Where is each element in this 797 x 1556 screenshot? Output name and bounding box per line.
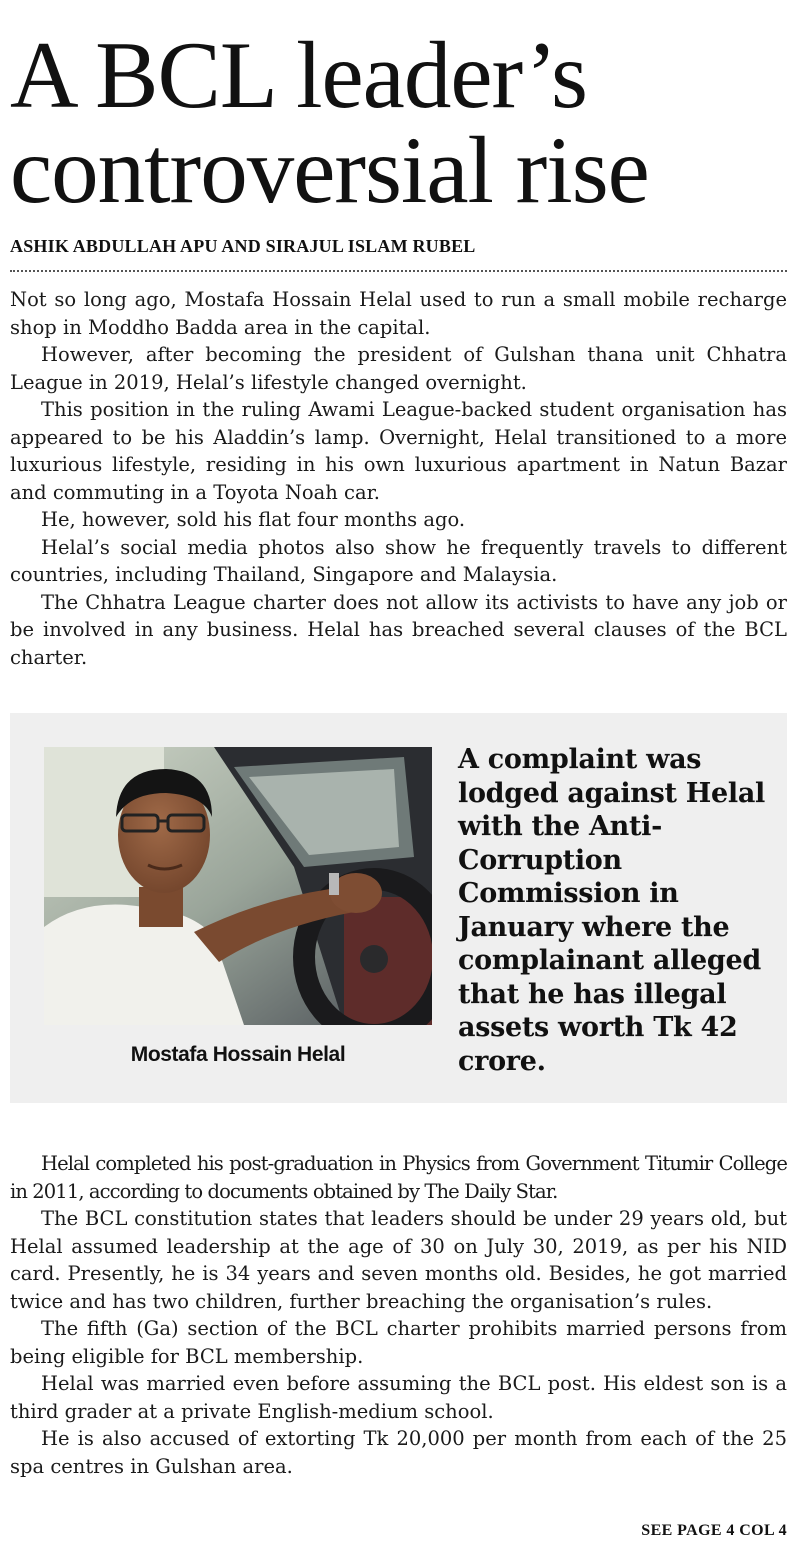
article-body-bottom	[10, 1150, 787, 1480]
headline-line-2: controversial rise	[10, 117, 649, 223]
paragraph: The Chhatra League charter does not allow its activists to have any job or be involved in any business. Helal has breached several clauses of the BCL charter.	[10, 590, 787, 669]
paragraph: Helal completed his post-graduation in Physics from Government Titumir College in 2011, according to documents obtained by The Daily Star.	[10, 1152, 787, 1203]
headline	[10, 22, 790, 223]
continued-jump-line: SEE PAGE 4 COL 4	[641, 1522, 787, 1539]
photo-caption: Mostafa Hossain Helal	[130, 1043, 346, 1066]
paragraph: Not so long ago, Mostafa Hossain Helal used to run a small mobile recharge shop in Moddho Badda area in the capital.	[10, 288, 787, 339]
headline-line-1: A BCL leader’s	[10, 22, 588, 128]
paragraph: Helal was married even before assuming the BCL post. His eldest son is a third grader at a private English-medium school.	[10, 1372, 787, 1423]
portrait-photo	[44, 747, 432, 1025]
portrait-illustration	[44, 747, 432, 1025]
paragraph: This position in the ruling Awami League-backed student organisation has appeared to be his Aladdin’s lamp. Overnight, Helal transitioned to a more luxurious lifestyle, residing in his own luxurious apartment in Natun Bazar and commuting in a Toyota Noah car.	[10, 398, 787, 504]
paragraph: The BCL constitution states that leaders should be under 29 years old, but Helal assumed leadership at the age of 30 on July 30, 2019, as per his NID card. Presently, he is 34 years and seven months old. Besides, he got married twice and has two children, further breaching the organisation’s rules.	[10, 1207, 787, 1313]
paragraph: The fifth (Ga) section of the BCL charter prohibits married persons from being eligible for BCL membership.	[10, 1317, 787, 1368]
paragraph: Helal’s social media photos also show he frequently travels to different countries, including Thailand, Singapore and Malaysia.	[10, 535, 787, 586]
paragraph: He, however, sold his flat four months ago.	[41, 508, 466, 531]
dotted-divider	[10, 270, 787, 272]
paragraph: He is also accused of extorting Tk 20,000 per month from each of the 25 spa centres in Gulshan area.	[10, 1427, 787, 1478]
callout-box	[10, 713, 787, 1103]
pull-quote: A complaint was lodged against Helal with the Anti-Corruption Commission in January where the complainant alleged that he has illegal assets worth Tk 42 crore.	[458, 744, 766, 1077]
byline: ASHIK ABDULLAH APU AND SIRAJUL ISLAM RUBEL	[10, 236, 476, 256]
article-body-top	[10, 286, 787, 671]
paragraph: However, after becoming the president of Gulshan thana unit Chhatra League in 2019, Helal’s lifestyle changed overnight.	[10, 343, 787, 394]
